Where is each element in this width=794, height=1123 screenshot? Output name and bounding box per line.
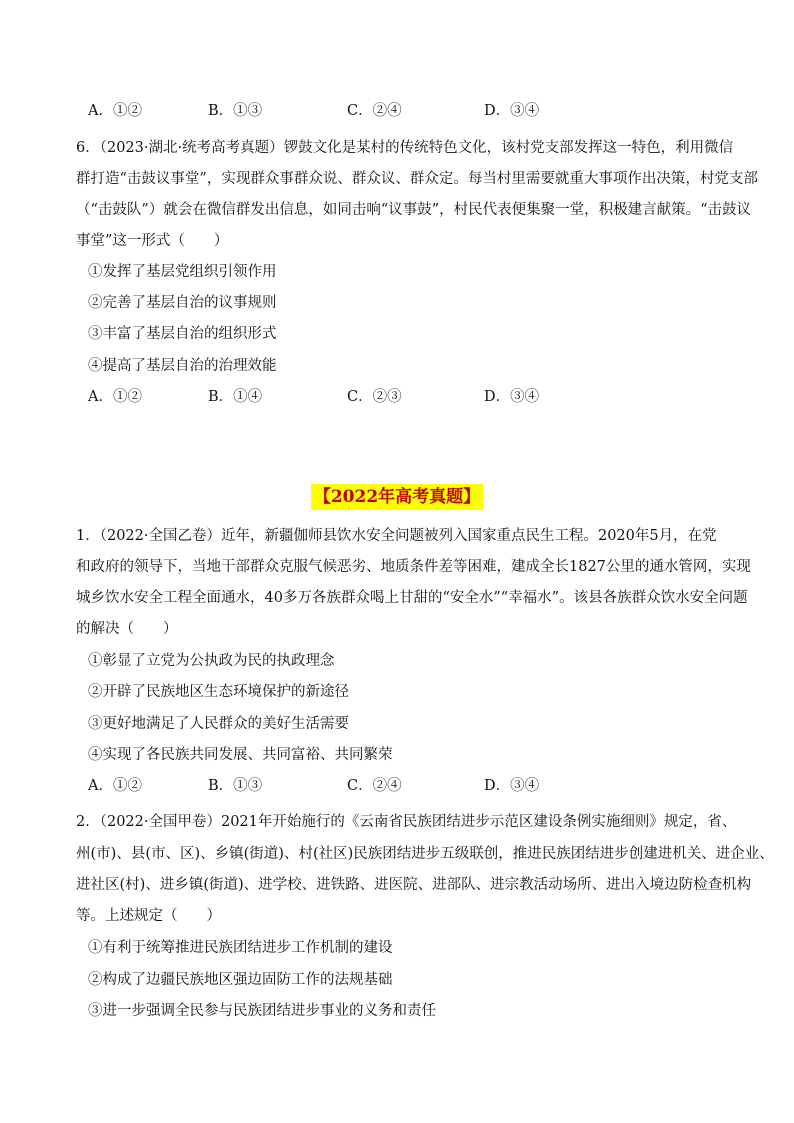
q6-stem-line: 群打造“击鼓议事堂”，实现群众事群众说、群众议、群众定。每当村里需要就重大事项作出决策，村党支部	[76, 171, 758, 187]
q6-option: ④提高了基层自治的治理效能	[88, 358, 277, 374]
q6-stem-line: 事堂”这一形式（ ）	[76, 233, 229, 249]
choice-d[interactable]: D．③④	[484, 778, 540, 794]
q2-option: ②构成了边疆民族地区强边固防工作的法规基础	[88, 972, 393, 988]
q2-stem-line: 进社区(村)、进乡镇(街道)、进学校、进铁路、进医院、进部队、进宗教活动场所、进出入境边防检查机构	[76, 877, 752, 893]
q1-stem-line: 1．（2022·全国乙卷）近年，新疆伽师县饮水安全问题被列入国家重点民生工程。2020年5月，在党	[76, 528, 717, 544]
choice-c[interactable]: C．②③	[347, 389, 402, 405]
q6-option: ①发挥了基层党组织引领作用	[88, 264, 277, 280]
q6-stem-line: 6．（2023·湖北·统考高考真题）锣鼓文化是某村的传统特色文化，该村党支部发挥这一特色，利用微信	[76, 140, 734, 156]
choice-b[interactable]: B．①④	[208, 389, 263, 405]
q6-option: ③丰富了基层自治的组织形式	[88, 326, 277, 342]
choice-a[interactable]: A．①②	[88, 103, 142, 119]
q6-stem-line: （“击鼓队”）就会在微信群发出信息，如同击响“议事鼓”，村民代表便集聚一堂，积极建言献策。“击鼓议	[76, 202, 752, 218]
q1-stem-line: 的解决（ ）	[76, 621, 178, 637]
choice-c[interactable]: C．②④	[347, 103, 402, 119]
section-heading	[0, 484, 794, 510]
choice-a[interactable]: A．①②	[88, 389, 142, 405]
choice-d[interactable]: D．③④	[484, 389, 540, 405]
q2-stem-line: 2．（2022·全国甲卷）2021年开始施行的《云南省民族团结进步示范区建设条例实施细则》规定，省、	[76, 814, 737, 830]
q1-option: ③更好地满足了人民群众的美好生活需要	[88, 716, 349, 732]
q1-option: ④实现了各民族共同发展、共同富裕、共同繁荣	[88, 747, 393, 763]
section-heading-text: 【2022年高考真题】	[311, 484, 483, 510]
q2-option: ①有利于统筹推进民族团结进步工作机制的建设	[88, 940, 393, 956]
choice-c[interactable]: C．②④	[347, 778, 402, 794]
q6-option: ②完善了基层自治的议事规则	[88, 295, 277, 311]
q2-stem-line: 等。上述规定（ ）	[76, 908, 221, 924]
q1-stem-line: 和政府的领导下，当地干部群众克服气候恶劣、地质条件差等困难，建成全长1827公里的通水管网，实现	[76, 559, 751, 575]
q1-stem-line: 城乡饮水安全工程全面通水，40多万各族群众喝上甘甜的“安全水”“幸福水”。该县各族群众饮水安全问题	[76, 590, 748, 606]
choice-b[interactable]: B．①③	[208, 778, 263, 794]
choice-d[interactable]: D．③④	[484, 103, 540, 119]
q1-option: ①彰显了立党为公执政为民的执政理念	[88, 653, 335, 669]
q2-stem-line: 州(市)、县(市、区)、乡镇(街道)、村(社区)民族团结进步五级联创，推进民族团结进步创建进机关、进企业、	[76, 846, 774, 862]
q1-option: ②开辟了民族地区生态环境保护的新途径	[88, 684, 349, 700]
choice-a[interactable]: A．①②	[88, 778, 142, 794]
q2-option: ③进一步强调全民参与民族团结进步事业的义务和责任	[88, 1003, 436, 1019]
choice-b[interactable]: B．①③	[208, 103, 263, 119]
